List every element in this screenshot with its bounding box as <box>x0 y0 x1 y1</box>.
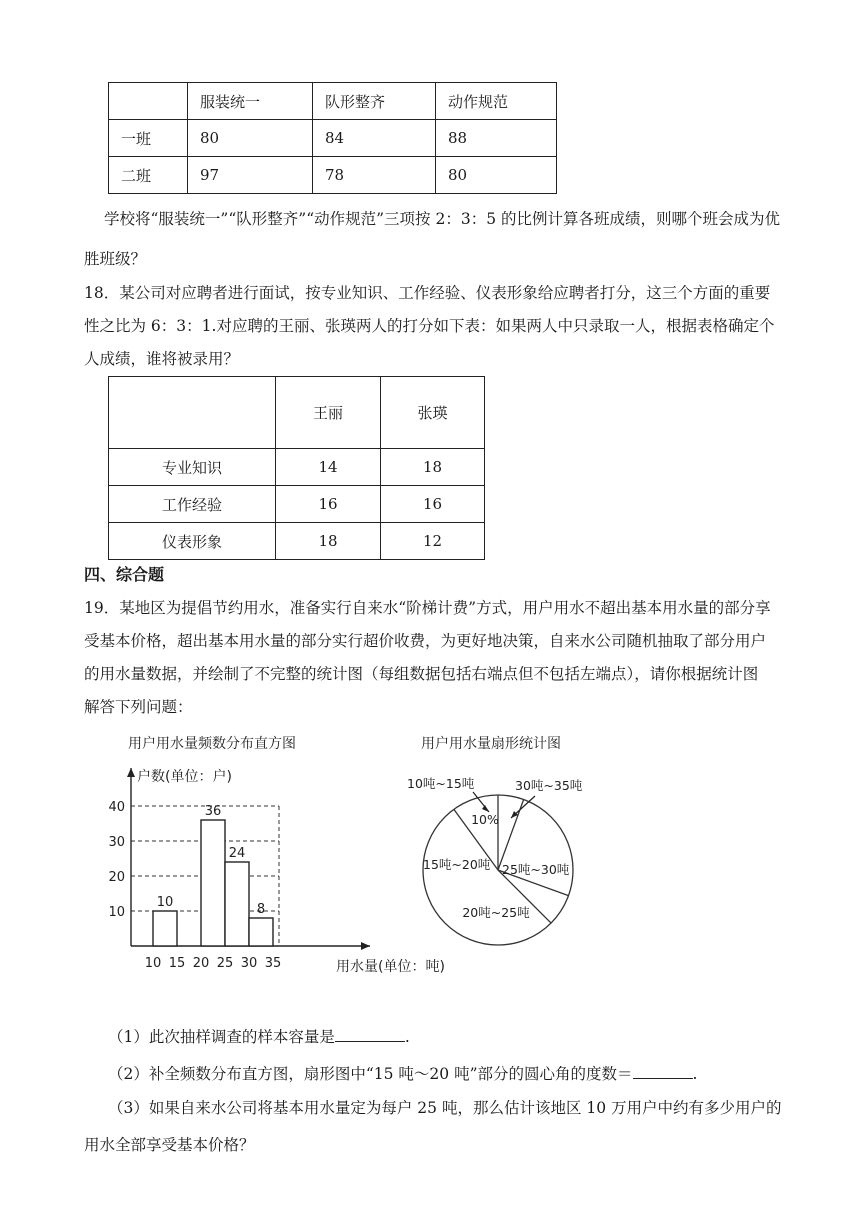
section-heading: 四、综合题 <box>84 565 165 584</box>
table-cell: 78 <box>313 157 436 194</box>
table-cell: 18 <box>276 523 381 560</box>
question-2 <box>108 1062 808 1085</box>
chart-title: 用户用水量频数分布直方图 <box>128 736 296 752</box>
table-cell: 80 <box>188 120 313 157</box>
chart-title: 用户用水量扇形统计图 <box>421 736 561 752</box>
table-cell: 张瑛 <box>381 377 485 449</box>
pie-slice-label: 25吨~30吨 <box>502 862 570 877</box>
table-cell: 一班 <box>109 120 188 157</box>
bar-value-label: 36 <box>204 804 222 819</box>
x-tick-label: 25 <box>216 956 234 971</box>
table-row <box>109 157 557 194</box>
chart-bars <box>153 820 273 946</box>
table-cell: 16 <box>381 486 485 523</box>
table-cell: 仪表形象 <box>109 523 276 560</box>
table-cell: 80 <box>436 157 557 194</box>
table-cell <box>109 377 276 449</box>
y-tick-label: 10 <box>108 905 125 920</box>
x-axis-label: 用水量(单位：吨) <box>336 959 445 975</box>
table-cell: 84 <box>313 120 436 157</box>
bar-value-label: 8 <box>256 902 266 917</box>
problem-19-text-3: 的用水量数据，并绘制了不完整的统计图（每组数据包括右端点但不包括左端点），请你根据统计图 <box>84 665 759 683</box>
table-cell: 97 <box>188 157 313 194</box>
table-row <box>109 449 485 486</box>
x-axis-arrow <box>361 942 370 950</box>
problem-19-text-2: 受基本价格，超出基本用水量的部分实行超价收费，为更好地决策，自来水公司随机抽取了部分用户 <box>84 632 767 650</box>
table-cell: 王丽 <box>276 377 381 449</box>
problem-18-text-1: 18．某公司对应聘者进行面试，按专业知识、工作经验、仪表形象给应聘者打分，这三个方面的重要 <box>84 284 771 302</box>
x-tick-label: 30 <box>240 956 258 971</box>
pie-slice-label: 10吨~15吨 <box>407 776 475 791</box>
problem-17-text-2: 胜班级？ <box>84 250 147 268</box>
table-header-row <box>109 83 557 120</box>
x-tick-label: 35 <box>264 956 282 971</box>
question-2-end: . <box>692 1065 698 1083</box>
question-1-end: . <box>404 1028 410 1046</box>
bar-value-label: 10 <box>156 895 174 910</box>
table-cell: 14 <box>276 449 381 486</box>
problem-19-text-4: 解答下列问题： <box>84 698 193 716</box>
table-cell: 12 <box>381 523 485 560</box>
table-cell <box>109 83 188 120</box>
table-cell: 88 <box>436 120 557 157</box>
question-3-text-2: 用水全部享受基本价格？ <box>84 1136 255 1154</box>
y-tick-label: 40 <box>108 800 125 815</box>
table-cell: 专业知识 <box>109 449 276 486</box>
x-tick-label: 15 <box>168 956 186 971</box>
table-cell: 动作规范 <box>436 83 557 120</box>
pie-slice-label: 10% <box>471 812 499 827</box>
table-cell: 18 <box>381 449 485 486</box>
table-row <box>109 120 557 157</box>
histogram-bar <box>225 862 249 946</box>
pie-chart <box>405 726 605 976</box>
table-cell: 二班 <box>109 157 188 194</box>
y-axis-arrow <box>127 768 135 777</box>
problem-18-text-3: 人成绩，谁将被录用？ <box>84 350 240 368</box>
histogram-bar <box>201 820 225 946</box>
histogram-bar <box>249 918 273 946</box>
y-tick-label: 20 <box>108 870 125 885</box>
question-2-text: （2）补全频数分布直方图，扇形图中“15 吨～20 吨”部分的圆心角的度数＝ <box>108 1065 633 1083</box>
question-1-text: （1）此次抽样调查的样本容量是 <box>108 1028 335 1046</box>
pie-slice-label: 20吨~25吨 <box>462 905 530 920</box>
table-header-row <box>109 377 485 449</box>
x-tick-label: 20 <box>192 956 210 971</box>
y-axis-label: 户数(单位：户) <box>137 769 232 785</box>
problem-19-text-1: 19．某地区为提倡节约用水，准备实行自来水“阶梯计费”方式，用户用水不超出基本用水量的部分享 <box>84 599 771 617</box>
table-row <box>109 523 485 560</box>
answer-blank <box>335 1025 405 1042</box>
applicant-score-table <box>108 376 485 560</box>
table-cell: 工作经验 <box>109 486 276 523</box>
histogram-bar <box>153 911 177 946</box>
pie-slice-label: 15吨~20吨 <box>423 857 491 872</box>
question-3-text-1: （3）如果自来水公司将基本用水量定为每户 25 吨，那么估计该地区 10 万用户中约有多少用户的 <box>108 1099 782 1117</box>
table-cell: 服装统一 <box>188 83 313 120</box>
pie-slice-label: 30吨~35吨 <box>515 778 583 793</box>
table-cell: 队形整齐 <box>313 83 436 120</box>
table-cell: 16 <box>276 486 381 523</box>
question-1 <box>108 1025 808 1048</box>
class-score-table <box>108 82 557 194</box>
x-tick-label: 10 <box>144 956 162 971</box>
problem-18-text-2: 性之比为 6：3：1.对应聘的王丽、张瑛两人的打分如下表：如果两人中只录取一人，根据表格确定个 <box>84 317 775 335</box>
problem-17-text-1: 学校将“服装统一”“队形整齐”“动作规范”三项按 2：3：5 的比例计算各班成绩，则哪个班会成为优 <box>104 210 780 228</box>
table-row <box>109 486 485 523</box>
y-tick-label: 30 <box>108 835 125 850</box>
answer-blank <box>633 1062 693 1079</box>
bar-value-label: 24 <box>228 846 246 861</box>
